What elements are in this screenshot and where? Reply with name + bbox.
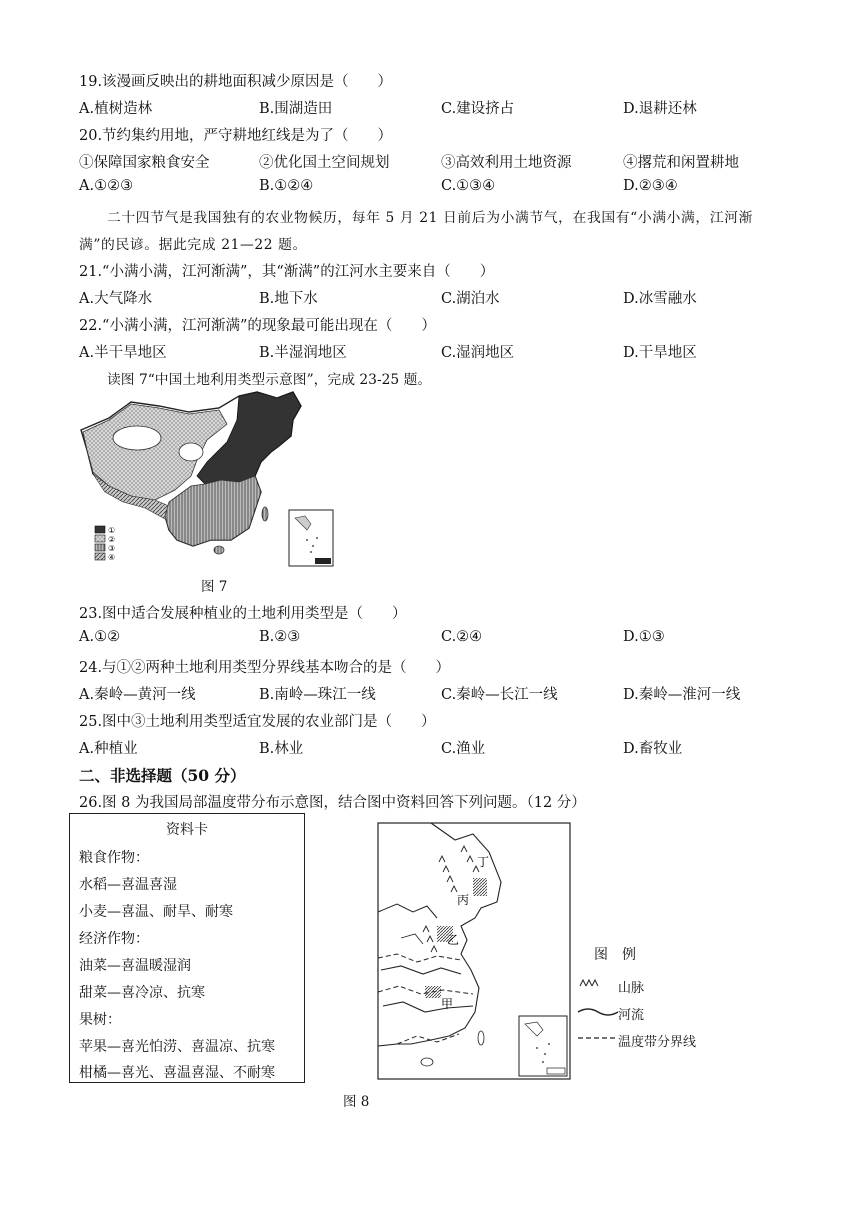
fig8-legend-mountain: 山脉 bbox=[618, 981, 645, 996]
passage-line-1: 二十四节气是我国独有的农业物候历，每年 5 月 21 日前后为小满节气，在我国有“小满小满，江河渐 bbox=[107, 210, 753, 226]
card-line-5: 油菜—喜温暖湿润 bbox=[79, 958, 191, 974]
q22-option-b: B.半湿润地区 bbox=[259, 345, 347, 361]
q20-option-c: C.①③④ bbox=[441, 178, 496, 194]
section-2-title: 二、非选择题（50 分） bbox=[79, 766, 246, 785]
q22-option-c: C.湿润地区 bbox=[441, 345, 515, 361]
q19-option-a: A.植树造林 bbox=[79, 101, 153, 117]
q23-stem: 23.图中适合发展种植业的土地利用类型是（ ） bbox=[79, 606, 407, 622]
q23-option-c: C.②④ bbox=[441, 629, 483, 645]
data-card-title: 资料卡 bbox=[166, 822, 208, 838]
figure-7-south-sea-inset bbox=[289, 510, 333, 566]
q22-option-a: A.半干旱地区 bbox=[79, 345, 167, 361]
mountain-icon bbox=[580, 980, 598, 986]
q20-item-4: ④撂荒和闲置耕地 bbox=[623, 155, 739, 171]
card-line-7: 果树： bbox=[79, 1012, 121, 1028]
passage-line-2: 满”的民谚。据此完成 21—22 题。 bbox=[79, 237, 307, 253]
q25-option-c: C.渔业 bbox=[441, 741, 486, 757]
q24-option-c: C.秦岭—长江一线 bbox=[441, 687, 558, 703]
passage-21-22 bbox=[79, 205, 779, 259]
fig8-legend-symbols bbox=[574, 972, 622, 1048]
card-line-6: 甜菜—喜冷凉、抗寒 bbox=[79, 985, 205, 1001]
q25-option-d: D.畜牧业 bbox=[623, 741, 683, 757]
fig8-label-jia: 甲 bbox=[441, 997, 454, 1011]
figure-7-legend bbox=[95, 526, 115, 562]
figure-7-land-use-map bbox=[79, 390, 339, 572]
q24-option-b: B.南岭—珠江一线 bbox=[259, 687, 376, 703]
q23-option-d: D.①③ bbox=[623, 629, 665, 645]
figure-8-temperature-zone-map bbox=[377, 822, 571, 1080]
intro-23-25: 读图 7“中国土地利用类型示意图”，完成 23-25 题。 bbox=[107, 372, 432, 388]
q21-option-b: B.地下水 bbox=[259, 291, 318, 307]
q19-stem: 19.该漫画反映出的耕地面积减少原因是（ ） bbox=[79, 74, 393, 90]
fig8-legend-title: 图 例 bbox=[594, 947, 636, 963]
q19-option-b: B.围湖造田 bbox=[259, 101, 333, 117]
q20-option-b: B.①②④ bbox=[259, 178, 314, 194]
q22-stem: 22.“小满小满，江河渐满”的现象最可能出现在（ ） bbox=[79, 318, 436, 334]
q24-stem: 24.与①②两种土地利用类型分界线基本吻合的是（ ） bbox=[79, 660, 451, 676]
q20-option-d: D.②③④ bbox=[623, 178, 678, 194]
card-line-8: 苹果—喜光怕涝、喜温凉、抗寒 bbox=[79, 1039, 275, 1055]
river-icon bbox=[578, 1009, 618, 1015]
fig8-label-yi: 乙 bbox=[447, 933, 460, 947]
fig7-legend-1: ① bbox=[108, 526, 116, 535]
q25-option-b: B.林业 bbox=[259, 741, 304, 757]
fig8-legend-river: 河流 bbox=[618, 1008, 645, 1023]
q21-option-a: A.大气降水 bbox=[79, 291, 153, 307]
fig7-legend-2: ② bbox=[108, 535, 116, 544]
card-line-4: 经济作物： bbox=[79, 931, 149, 947]
card-line-1: 粮食作物： bbox=[79, 850, 149, 866]
q23-option-a: A.①② bbox=[79, 629, 121, 645]
q25-stem: 25.图中③土地利用类型适宜发展的农业部门是（ ） bbox=[79, 714, 436, 730]
fig8-label-bing: 丙 bbox=[457, 893, 470, 907]
q20-option-a: A.①②③ bbox=[79, 178, 134, 194]
q19-option-d: D.退耕还林 bbox=[623, 101, 697, 117]
q22-option-d: D.干旱地区 bbox=[623, 345, 697, 361]
q20-item-2: ②优化国土空间规划 bbox=[259, 155, 390, 171]
q24-option-a: A.秦岭—黄河一线 bbox=[79, 687, 196, 703]
fig7-legend-3: ③ bbox=[108, 544, 116, 553]
figure-7-caption: 图 7 bbox=[201, 579, 228, 595]
figure-8-south-sea-inset bbox=[519, 1016, 567, 1076]
q24-option-d: D.秦岭—淮河一线 bbox=[623, 687, 741, 703]
q25-option-a: A.种植业 bbox=[79, 741, 138, 757]
q20-stem: 20.节约集约用地，严守耕地红线是为了（ ） bbox=[79, 128, 393, 144]
fig7-legend-4: ④ bbox=[108, 553, 116, 562]
q19-option-c: C.建设挤占 bbox=[441, 101, 515, 117]
q20-item-3: ③高效利用土地资源 bbox=[441, 155, 572, 171]
q21-option-d: D.冰雪融水 bbox=[623, 291, 697, 307]
q20-item-1: ①保障国家粮食安全 bbox=[79, 155, 210, 171]
q21-option-c: C.湖泊水 bbox=[441, 291, 500, 307]
data-card bbox=[69, 813, 305, 1083]
q26-stem: 26.图 8 为我国局部温度带分布示意图，结合图中资料回答下列问题。（12 分） bbox=[79, 795, 586, 811]
fig8-legend-boundary: 温度带分界线 bbox=[618, 1035, 697, 1050]
card-line-3: 小麦—喜温、耐旱、耐寒 bbox=[79, 904, 233, 920]
fig8-label-ding: 丁 bbox=[477, 855, 490, 869]
figure-8-caption: 图 8 bbox=[343, 1094, 370, 1110]
q23-option-b: B.②③ bbox=[259, 629, 301, 645]
card-line-9: 柑橘—喜光、喜温喜湿、不耐寒 bbox=[79, 1065, 275, 1081]
card-line-2: 水稻—喜温喜湿 bbox=[79, 877, 177, 893]
q21-stem: 21.“小满小满，江河渐满”，其“渐满”的江河水主要来自（ ） bbox=[79, 264, 495, 280]
